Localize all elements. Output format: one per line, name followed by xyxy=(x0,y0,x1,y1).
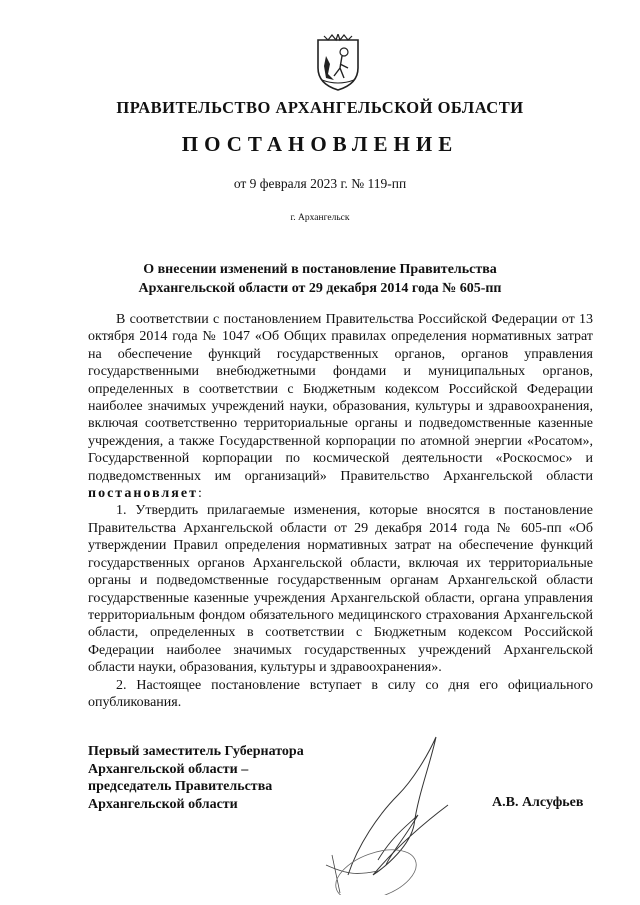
document-title xyxy=(60,260,580,298)
signer-name: А.В. Алсуфьев xyxy=(492,795,584,810)
item-2-paragraph: 2. Настоящее постановление вступает в силу со дня его официального опубликования. xyxy=(88,677,593,710)
signatory-line-3: председатель Правительства xyxy=(88,779,273,794)
signatory-line-1: Первый заместитель Губернатора xyxy=(88,744,304,759)
document-date-number: от 9 февраля 2023 г. № 119-пп xyxy=(233,176,407,191)
item-1-paragraph: 1. Утвердить прилагаемые изменения, которые вносятся в постановление Правительства Архангельской области от 29 декабря 2014 года № 605-пп «Об утверждении Правил определения нормативных затрат на обеспечение функций государственных органов Архангельской области, включая их территориальные органы и подведомственные государственным органам Архангельской области государственные казенные учреждения Архангельской области, органа управления территориальным фондом обязательного медицинского страхования Архангельской области, определенных в соответствии с Бюджетным кодексом Российской Федерации наиболее значимых государственных учреждений Архангельской области науки, образования, культуры и здравоохранения». xyxy=(88,503,593,676)
resolves-colon: : xyxy=(197,486,202,502)
resolves-word: постановляет xyxy=(88,486,198,502)
signatory-line-2: Архангельской области – xyxy=(88,761,249,777)
preamble-paragraph xyxy=(88,311,593,502)
preamble-text: В соответствии с постановлением Правительства Российской Федерации от 13 октября 2014 года № 1047 «Об Общих правилах определения нормативных затрат на обеспечение функций государственных органов, органов управления государственными внебюджетными фондами и муниципальных органов, определенных в соответствии с Бюджетным кодексом Российской Федерации наиболее значимых учреждений науки, образования, культуры и здравоохранения, включая соответственно территориальные органы и подведомственные казенные учреждения, а также Государственной корпорации по атомной энергии «Росатом», Государственной корпорации по космической деятельности «Роскосмос» и подведомственных им организаций» Правительство Архангельской области xyxy=(88,312,593,484)
government-name: ПРАВИТЕЛЬСТВО АРХАНГЕЛЬСКОЙ ОБЛАСТИ xyxy=(116,98,524,117)
signatory-position xyxy=(88,743,304,813)
handwritten-signature-icon xyxy=(318,725,468,895)
title-line-2: Архангельской области от 29 декабря 2014 года № 605-пп xyxy=(138,281,502,296)
coat-of-arms-icon xyxy=(314,34,362,92)
title-line-1: О внесении изменений в постановление Правительства xyxy=(143,262,497,277)
document-body xyxy=(88,311,593,711)
document-type: ПОСТАНОВЛЕНИЕ xyxy=(181,132,459,156)
signatory-line-4: Архангельской области xyxy=(88,796,238,812)
document-city: г. Архангельск xyxy=(290,213,350,223)
